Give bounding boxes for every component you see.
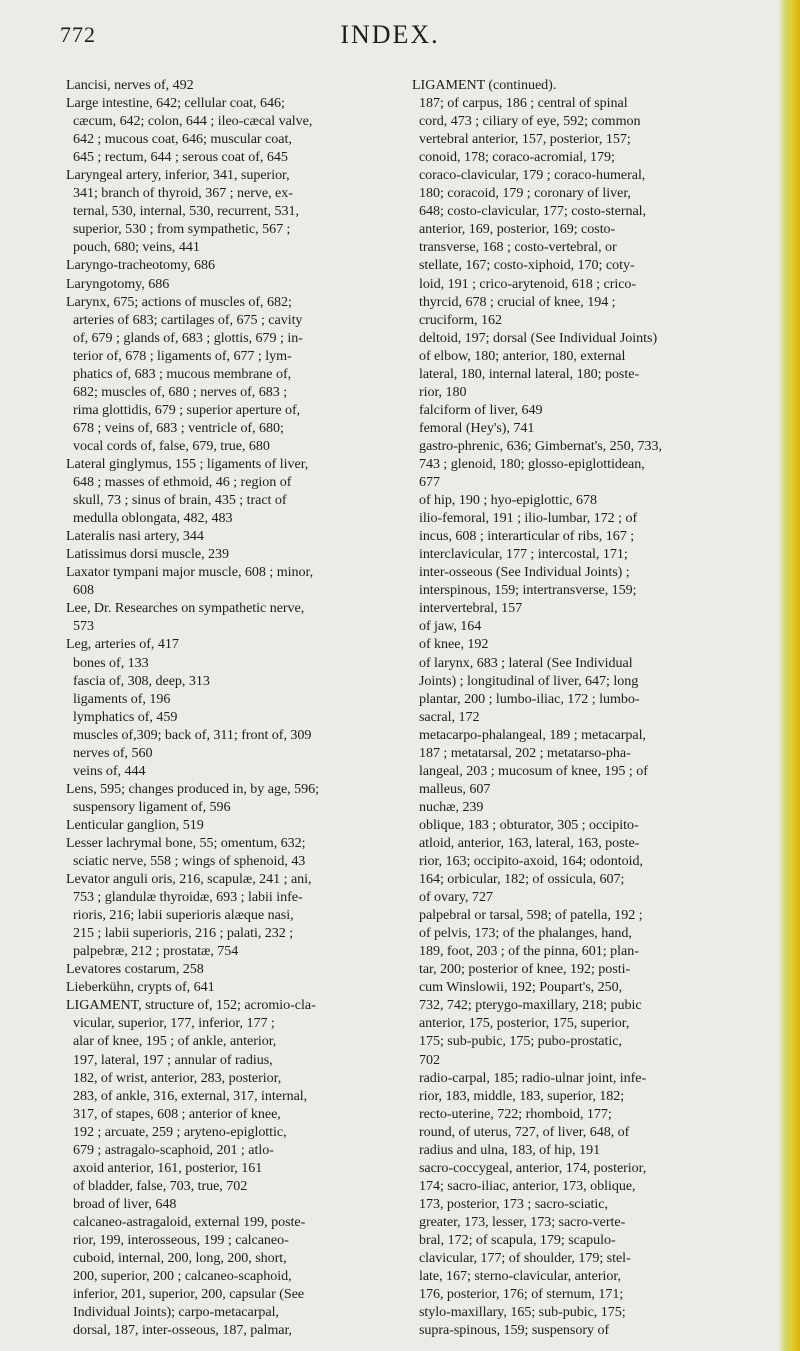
index-line: Lee, Dr. Researches on sympathetic nerve, (66, 600, 305, 617)
index-line: 317, of stapes, 608 ; anterior of knee, (66, 1105, 281, 1122)
index-line: 682; muscles of, 680 ; nerves of, 683 ; (66, 383, 288, 400)
index-line: anterior, 169, posterior, 169; costo- (412, 221, 616, 238)
index-line: 187; of carpus, 186 ; central of spinal (412, 95, 628, 112)
index-line: clavicular, 177; of shoulder, 179; stel- (412, 1250, 631, 1267)
index-line: 645 ; rectum, 644 ; serous coat of, 645 (66, 149, 288, 166)
index-line: inter-osseous (See Individual Joints) ; (412, 564, 630, 581)
index-line: fascia of, 308, deep, 313 (66, 672, 210, 689)
index-line: Latissimus dorsi muscle, 239 (66, 546, 230, 563)
index-line: 215 ; labii superioris, 216 ; palati, 232 ; (66, 925, 294, 942)
index-line: loid, 191 ; crico-arytenoid, 618 ; crico- (412, 275, 637, 292)
index-line: metacarpo-phalangeal, 189 ; metacarpal, (412, 726, 646, 743)
index-line: round, of uterus, 727, of liver, 648, of (412, 1123, 630, 1140)
index-line: inferior, 201, superior, 200, capsular (See (66, 1286, 305, 1303)
index-line: Levatores costarum, 258 (66, 961, 204, 978)
index-line: Lesser lachrymal bone, 55; omentum, 632; (66, 834, 306, 851)
index-line: 189, foot, 203 ; of the pinna, 601; plan- (412, 943, 639, 960)
index-line: 677 (412, 474, 440, 491)
index-line: plantar, 200 ; lumbo-iliac, 172 ; lumbo- (412, 690, 640, 707)
index-line: late, 167; sterno-clavicular, anterior, (412, 1268, 621, 1285)
index-line: 175; sub-pubic, 175; pubo-prostatic, (412, 1033, 622, 1050)
index-line: 743 ; glenoid, 180; glosso-epiglottidean, (412, 455, 645, 472)
index-line: veins of, 444 (66, 762, 146, 779)
index-line: 753 ; glandulæ thyroidæ, 693 ; labii infe- (66, 889, 303, 906)
index-line: sacro-coccygeal, anterior, 174, posterior, (412, 1159, 647, 1176)
index-line: atloid, anterior, 163, lateral, 163, poste- (412, 834, 640, 851)
index-line: 192 ; arcuate, 259 ; aryteno-epiglottic, (66, 1123, 287, 1140)
index-line: 679 ; astragalo-scaphoid, 201 ; atlo- (66, 1141, 274, 1158)
index-line: 173, posterior, 173 ; sacro-sciatic, (412, 1195, 608, 1212)
index-line: 573 (66, 618, 94, 635)
index-line: greater, 173, lesser, 173; sacro-verte- (412, 1213, 626, 1230)
index-line: cum Winslowii, 192; Poupart's, 250, (412, 979, 623, 996)
index-line: 678 ; veins of, 683 ; ventricle of, 680; (66, 419, 284, 436)
index-line: 176, posterior, 176; of sternum, 171; (412, 1286, 624, 1303)
index-line: Lenticular ganglion, 519 (66, 816, 204, 833)
index-column-right (412, 76, 764, 1339)
index-line: of knee, 192 (412, 636, 489, 653)
index-line: 283, of ankle, 316, external, 317, internal, (66, 1087, 308, 1104)
index-line: incus, 608 ; interarticular of ribs, 167 ; (412, 528, 635, 545)
index-line: Joints) ; longitudinal of liver, 647; long (412, 672, 639, 689)
index-line: ternal, 530, internal, 530, recurrent, 531, (66, 203, 299, 220)
index-line: anterior, 175, posterior, 175, superior, (412, 1015, 630, 1032)
index-line: 180; coracoid, 179 ; coronary of liver, (412, 185, 631, 202)
index-line: intervertebral, 157 (412, 600, 523, 617)
index-line: muscles of,309; back of, 311; front of, 309 (66, 726, 312, 743)
index-line: medulla oblongata, 482, 483 (66, 510, 233, 527)
index-line: of larynx, 683 ; lateral (See Individual (412, 654, 633, 671)
index-line: Individual Joints); carpo-metacarpal, (66, 1304, 279, 1321)
index-line: of, 679 ; glands of, 683 ; glottis, 679 ; in- (66, 329, 303, 346)
index-line: falciform of liver, 649 (412, 401, 543, 418)
index-line: Laryngotomy, 686 (66, 275, 170, 292)
index-line: sacral, 172 (412, 708, 480, 725)
index-line: Leg, arteries of, 417 (66, 636, 179, 653)
index-line: Lateralis nasi artery, 344 (66, 528, 204, 545)
index-line: deltoid, 197; dorsal (See Individual Joints) (412, 329, 658, 346)
index-line: femoral (Hey's), 741 (412, 419, 535, 436)
index-line: rior, 183, middle, 183, superior, 182; (412, 1087, 625, 1104)
index-line: cord, 473 ; ciliary of eye, 592; common (412, 113, 641, 130)
index-line: calcaneo-astragaloid, external 199, poste- (66, 1213, 306, 1230)
index-line: cæcum, 642; colon, 644 ; ileo-cæcal valve, (66, 113, 313, 130)
index-line: conoid, 178; coraco-acromial, 179; (412, 149, 615, 166)
index-line: vocal cords of, false, 679, true, 680 (66, 437, 270, 454)
index-line: rior, 180 (412, 383, 467, 400)
index-line: terior of, 678 ; ligaments of, 677 ; lym- (66, 347, 292, 364)
index-line: Larynx, 675; actions of muscles of, 682; (66, 293, 292, 310)
index-line: of hip, 190 ; hyo-epiglottic, 678 (412, 492, 597, 509)
index-line: nuchæ, 239 (412, 798, 484, 815)
index-line: 164; orbicular, 182; of ossicula, 607; (412, 871, 625, 888)
index-line: Laryngeal artery, inferior, 341, superior, (66, 167, 290, 184)
index-line: 732, 742; pterygo-maxillary, 218; pubic (412, 997, 642, 1014)
index-line: vertebral anterior, 157, posterior, 157; (412, 131, 631, 148)
index-line: arteries of 683; cartilages of, 675 ; cavity (66, 311, 303, 328)
index-line: 642 ; mucous coat, 646; muscular coat, (66, 131, 292, 148)
index-line: suspensory ligament of, 596 (66, 798, 231, 815)
index-line: cuboid, internal, 200, long, 200, short, (66, 1250, 287, 1267)
index-line: 174; sacro-iliac, anterior, 173, oblique, (412, 1177, 636, 1194)
index-line: interclavicular, 177 ; intercostal, 171; (412, 546, 628, 563)
index-line: interspinous, 159; intertransverse, 159; (412, 582, 637, 599)
index-line: of pelvis, 173; of the phalanges, hand, (412, 925, 632, 942)
index-line: sciatic nerve, 558 ; wings of sphenoid, 43 (66, 853, 306, 870)
index-line: Large intestine, 642; cellular coat, 646; (66, 95, 285, 112)
page-number: 772 (60, 22, 96, 47)
index-line: lymphatics of, 459 (66, 708, 178, 725)
index-line: Lateral ginglymus, 155 ; ligaments of liver, (66, 455, 309, 472)
index-line: skull, 73 ; sinus of brain, 435 ; tract of (66, 492, 287, 509)
index-line: tar, 200; posterior of knee, 192; posti- (412, 961, 631, 978)
index-line: rior, 199, interosseous, 199 ; calcaneo- (66, 1232, 289, 1248)
index-line: rior, 163; occipito-axoid, 164; odontoid, (412, 853, 643, 870)
index-line: lateral, 180, internal lateral, 180; poste- (412, 365, 640, 382)
index-line: thyrcid, 678 ; crucial of knee, 194 ; (412, 293, 616, 310)
index-line: 702 (412, 1051, 440, 1068)
index-line: recto-uterine, 722; rhomboid, 177; (412, 1105, 612, 1122)
index-line: cruciform, 162 (412, 311, 502, 328)
index-line: LIGAMENT (continued). (412, 77, 557, 93)
index-line: oblique, 183 ; obturator, 305 ; occipito- (412, 816, 639, 833)
index-line: 608 (66, 582, 94, 599)
index-line: axoid anterior, 161, posterior, 161 (66, 1159, 263, 1176)
index-line: rioris, 216; labii superioris alæque nasi, (66, 907, 294, 924)
index-line: radius and ulna, 183, of hip, 191 (412, 1141, 601, 1158)
index-line: of jaw, 164 (412, 618, 482, 635)
index-line: rima glottidis, 679 ; superior aperture of, (66, 401, 301, 418)
index-line: superior, 530 ; from sympathetic, 567 ; (66, 221, 291, 238)
index-line: of bladder, false, 703, true, 702 (66, 1177, 248, 1194)
index-line: supra-spinous, 159; suspensory of (412, 1322, 610, 1339)
index-line: 648 ; masses of ethmoid, 46 ; region of (66, 474, 292, 491)
index-line: 341; branch of thyroid, 367 ; nerve, ex- (66, 185, 293, 202)
index-line: Lens, 595; changes produced in, by age, 596; (66, 780, 319, 797)
index-line: bones of, 133 (66, 654, 149, 671)
index-line: palpebral or tarsal, 598; of patella, 192 ; (412, 907, 643, 924)
index-line: 200, superior, 200 ; calcaneo-scaphoid, (66, 1268, 292, 1285)
index-line: dorsal, 187, inter-osseous, 187, palmar, (66, 1322, 293, 1339)
index-line: Laxator tympani major muscle, 608 ; minor, (66, 564, 314, 581)
index-line: radio-carpal, 185; radio-ulnar joint, infe- (412, 1069, 647, 1086)
running-head: INDEX. (340, 20, 440, 49)
page-edge (778, 0, 800, 1351)
index-line: alar of knee, 195 ; of ankle, anterior, (66, 1033, 277, 1050)
index-line: transverse, 168 ; costo-vertebral, or (412, 239, 617, 256)
index-line: of ovary, 727 (412, 889, 493, 906)
index-line: 197, lateral, 197 ; annular of radius, (66, 1051, 273, 1068)
index-line: ligaments of, 196 (66, 690, 171, 707)
index-line: bral, 172; of scapula, 179; scapulo- (412, 1232, 616, 1248)
index-line: 648; costo-clavicular, 177; costo-sternal, (412, 203, 647, 220)
index-line: of elbow, 180; anterior, 180, external (412, 347, 626, 364)
index-line: Lancisi, nerves of, 492 (66, 77, 194, 93)
index-line: Levator anguli oris, 216, scapulæ, 241 ; ani, (66, 871, 312, 888)
index-line: pouch, 680; veins, 441 (66, 239, 200, 256)
index-line: Laryngo-tracheotomy, 686 (66, 257, 215, 274)
index-line: 187 ; metatarsal, 202 ; metatarso-pha- (412, 744, 631, 761)
index-line: palpebræ, 212 ; prostatæ, 754 (66, 943, 239, 960)
index-line: gastro-phrenic, 636; Gimbernat's, 250, 733, (412, 437, 663, 454)
index-line: LIGAMENT, structure of, 152; acromio-cla- (66, 997, 316, 1014)
index-line: phatics of, 683 ; mucous membrane of, (66, 365, 292, 382)
index-line: stylo-maxillary, 165; sub-pubic, 175; (412, 1304, 626, 1321)
index-line: stellate, 167; costo-xiphoid, 170; coty- (412, 257, 635, 274)
index-line: coraco-clavicular, 179 ; coraco-humeral, (412, 167, 646, 184)
index-line: langeal, 203 ; mucosum of knee, 195 ; of (412, 762, 648, 779)
index-line: Lieberkühn, crypts of, 641 (66, 979, 215, 996)
index-line: 182, of wrist, anterior, 283, posterior, (66, 1069, 282, 1086)
index-column-left (66, 76, 406, 1339)
index-line: vicular, superior, 177, inferior, 177 ; (66, 1015, 275, 1032)
index-line: malleus, 607 (412, 780, 491, 797)
index-line: broad of liver, 648 (66, 1195, 177, 1212)
index-line: ilio-femoral, 191 ; ilio-lumbar, 172 ; of (412, 510, 638, 527)
index-line: nerves of, 560 (66, 744, 153, 761)
